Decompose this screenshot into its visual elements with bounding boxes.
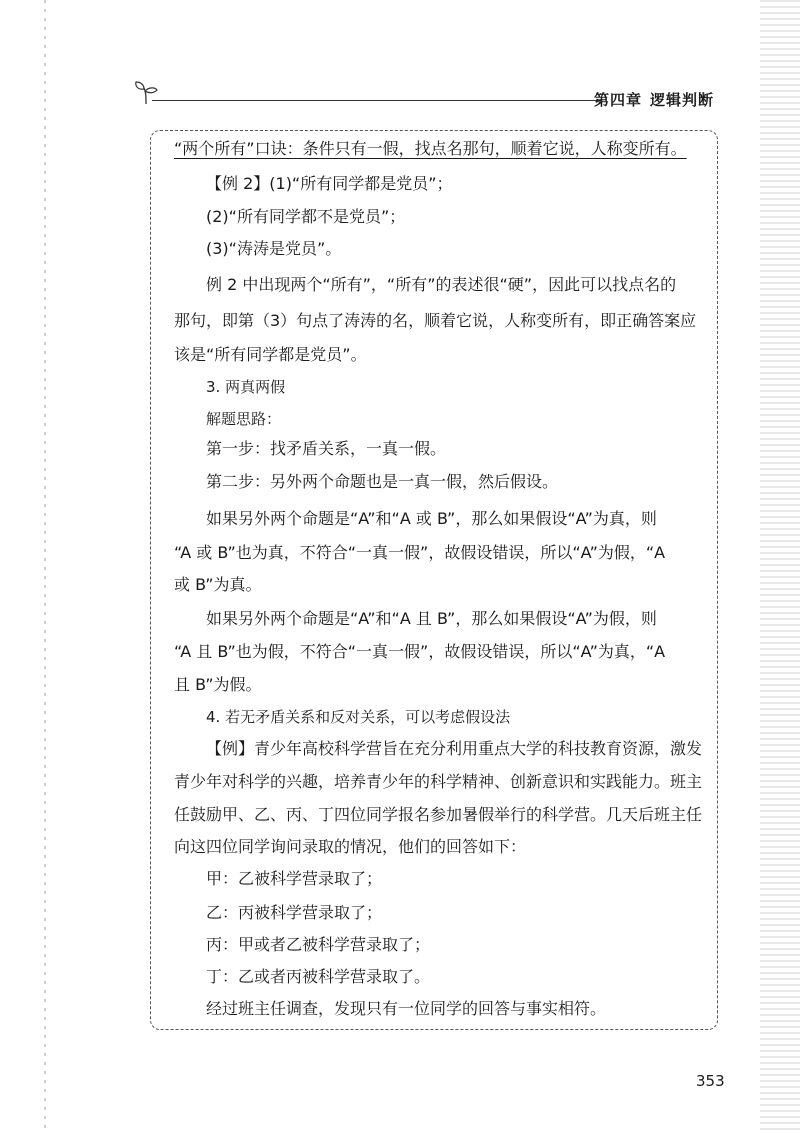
paragraph-line: 那句，即第（3）句点了涛涛的名，顺着它说，人称变所有，即正确答案应 [174,311,697,330]
mnemonic-line: “两个所有”口诀：条件只有一假，找点名那句，顺着它说，人称变所有。 [174,139,687,158]
paragraph-line: 该是“所有同学都是党员”。 [174,345,367,364]
step-two: 第二步：另外两个命题也是一真一假，然后假设。 [206,472,559,491]
paragraph-line: 青少年对科学的兴趣，培养青少年的科学精神、创新意识和实践能力。班主 [174,772,703,791]
chapter-name: 逻辑判断 [650,91,715,109]
sprout-icon [132,80,160,106]
paragraph-line: 向这四位同学询问录取的情况，他们的回答如下： [174,837,527,856]
paragraph-line: “A 且 B”也为假，不符合“一真一假”，故假设错误，所以“A”为真，“A [174,642,666,661]
paragraph-line: 例 2 中出现两个“所有”，“所有”的表述很“硬”，因此可以找点名的 [206,275,677,294]
example-2-line-2: (2)“所有同学都不是党员”； [206,207,406,226]
scan-edge-right [760,0,800,1130]
answer-bing: 丙：甲或者乙被科学营录取了； [206,935,431,954]
paragraph-line: 且 B”为假。 [174,675,262,694]
chapter-title [594,89,714,110]
example-2-line-1: 【例 2】(1)“所有同学都是党员”； [206,174,453,193]
example-2-line-3: (3)“涛涛是党员”。 [206,239,342,258]
section-heading: 4. 若无矛盾关系和反对关系，可以考虑假设法 [206,708,511,726]
page-number: 353 [696,1072,725,1090]
solution-label: 解题思路： [206,410,282,428]
paragraph-line: 任鼓励甲、乙、丙、丁四位同学报名参加暑假举行的科学营。几天后班主任 [174,805,703,824]
paragraph-line: 或 B”为真。 [174,575,262,594]
step-one: 第一步：找矛盾关系，一真一假。 [206,439,447,458]
paragraph-line: 如果另外两个命题是“A”和“A 且 B”，那么如果假设“A”为假，则 [206,609,657,628]
section-heading: 3. 两真两假 [206,378,286,396]
answer-jia: 甲：乙被科学营录取了； [206,869,383,888]
paragraph-line: 经过班主任调查，发现只有一位同学的回答与事实相符。 [206,999,607,1018]
paragraph-line: 【例】青少年高校科学营旨在充分利用重点大学的科技教育资源，激发 [206,739,703,758]
header-rule [152,100,602,101]
paragraph-line: 如果另外两个命题是“A”和“A 或 B”，那么如果假设“A”为真，则 [206,509,657,528]
paragraph-line: “A 或 B”也为真，不符合“一真一假”，故假设错误，所以“A”为假，“A [174,543,666,562]
page-header [132,80,732,110]
answer-ding: 丁：乙或者丙被科学营录取了。 [206,967,431,986]
scan-edge-left [44,0,46,1130]
answer-yi: 乙：丙被科学营录取了； [206,903,383,922]
chapter-number: 第四章 [594,91,643,109]
